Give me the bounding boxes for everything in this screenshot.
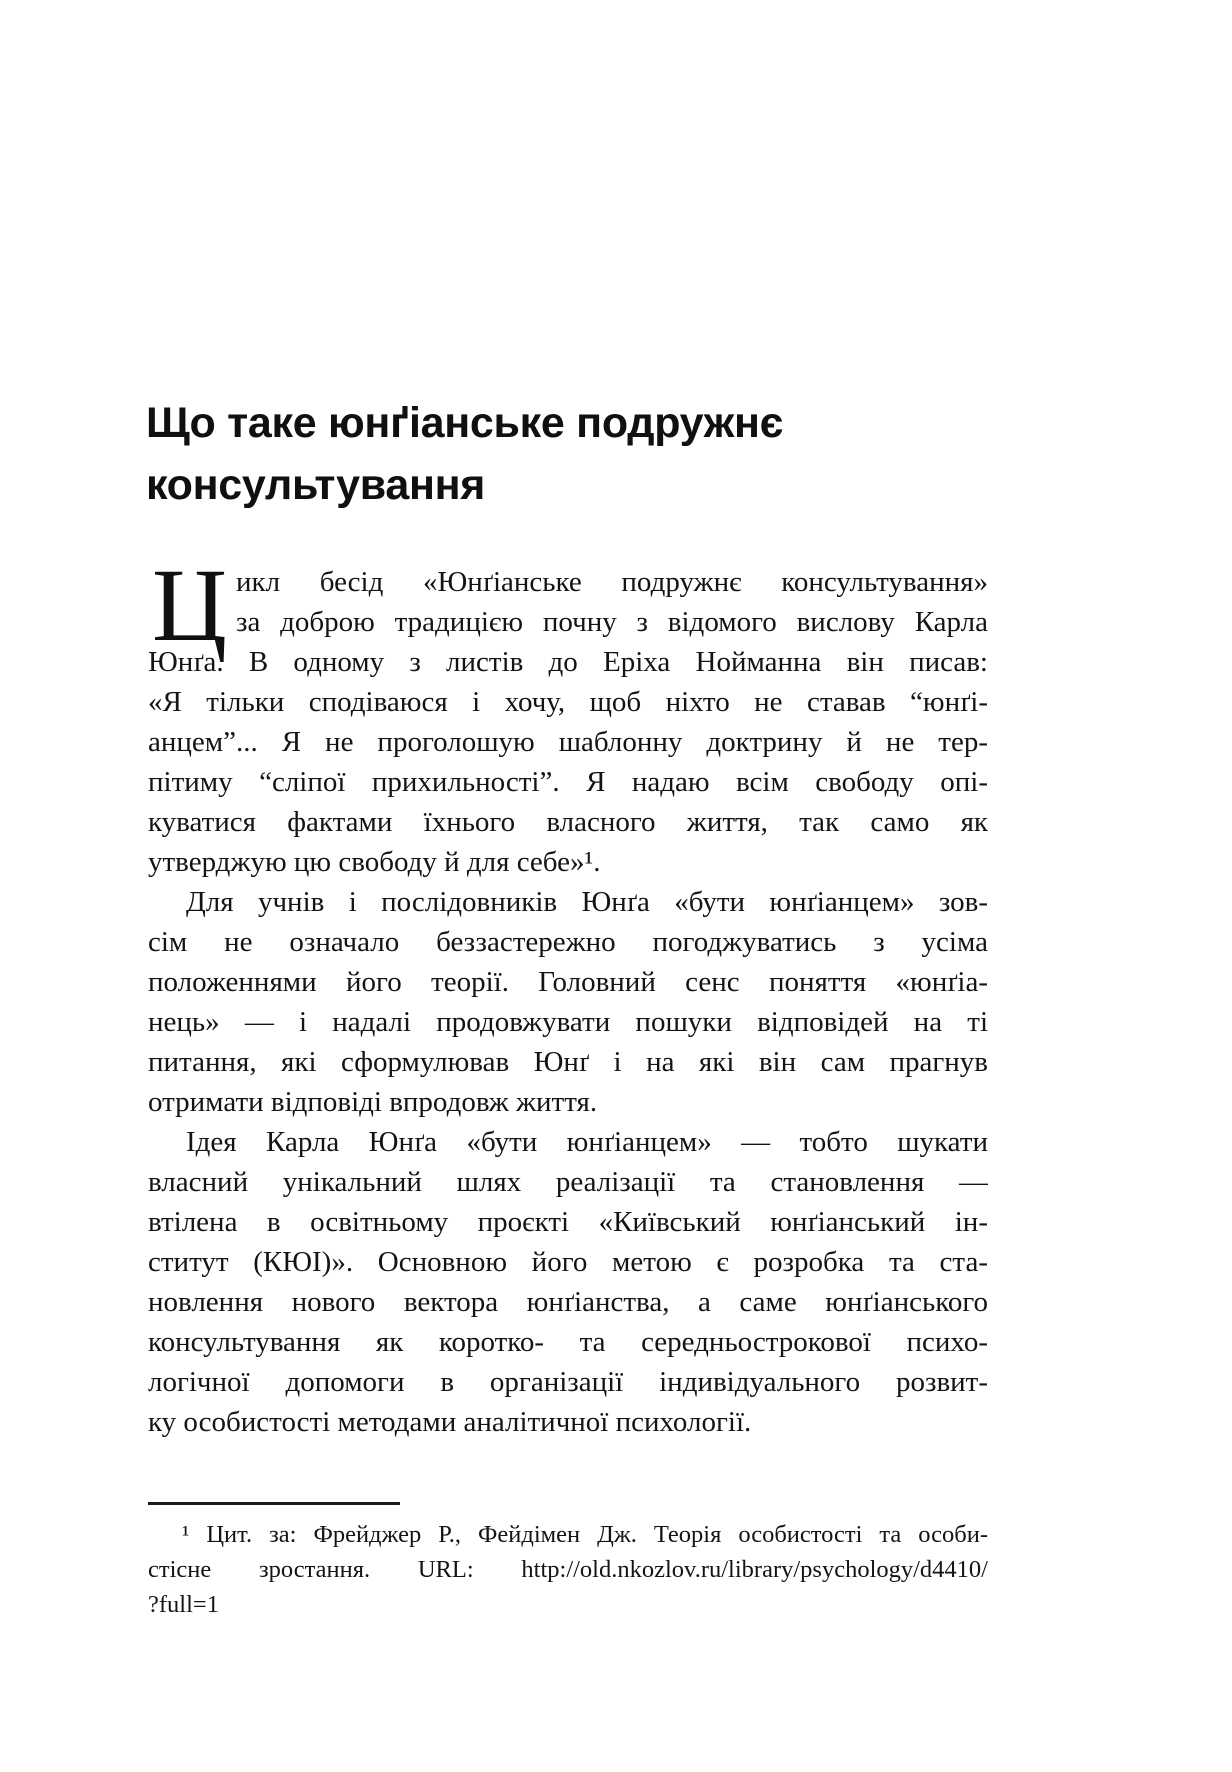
text-line: консультування як коротко- та середньострокової психо- [148,1326,988,1358]
text-line: власний унікальний шлях реалізації та становлення — [148,1166,988,1198]
chapter-title-line-1: Що таке юнґіанське подружнє [146,399,784,447]
text-line: сім не означало беззастережно погоджуватись з усіма [148,926,988,958]
paragraph-1 [148,548,988,882]
text-line: за доброю традицією почну з відомого вислову Карла [236,606,988,638]
footnote-rule [148,1502,400,1505]
text-line: Юнґа. В одному з листів до Еріха Нойманна він писав: [148,646,988,678]
text-line: анцем”... Я не проголошую шаблонну доктрину й не тер- [148,726,988,758]
text-line: Ідея Карла Юнґа «бути юнґіанцем» — тобто шукати [186,1126,988,1158]
footnote-line: ¹ Цит. за: Фрейджер Р., Фейдімен Дж. Теорія особистості та особи- [182,1521,988,1548]
paragraph-3 [148,1122,988,1442]
text-line: положеннями його теорії. Головний сенс поняття «юнґіа- [148,966,988,998]
paragraph-2 [148,882,988,1122]
text-line: нець» — і надалі продовжувати пошуки відповідей на ті [148,1006,988,1038]
text-line: логічної допомоги в організації індивідуального розвит- [148,1366,988,1398]
footnote [148,1502,988,1622]
footnote-line: ?full=1 [148,1591,219,1618]
text-line: ститут (КЮІ)». Основною його метою є розробка та ста- [148,1246,988,1278]
text-line: отримати відповіді впродовж життя. [148,1086,598,1118]
text-line: питання, які сформулював Юнґ і на які він сам прагнув [148,1046,988,1078]
text-line: «Я тільки сподіваюся і хочу, щоб ніхто не ставав “юнґі- [148,686,988,718]
chapter-title-line-2: консультування [146,461,486,509]
text-line: втілена в освітньому проєкті «Київський юнґіанський ін- [148,1206,988,1238]
text-line: пітиму “сліпої прихильності”. Я надаю всім свободу опі- [148,766,988,798]
text-line: икл бесід «Юнґіанське подружнє консультування» [236,566,988,598]
text-line: куватися фактами їхнього власного життя, так само як [148,806,988,838]
text-line: ку особистості методами аналітичної психології. [148,1406,752,1438]
text-line: Для учнів і послідовників Юнґа «бути юнґіанцем» зов- [186,886,988,918]
text-line: утверджую цю свободу й для себе»¹. [148,846,601,878]
text-line: новлення нового вектора юнґіанства, а саме юнґіанського [148,1286,988,1318]
drop-cap: Ц [152,548,228,663]
chapter-title [146,392,994,516]
footnote-line: стісне зростання. URL: http://old.nkozlov.ru/library/psychology/d4410/ [148,1556,988,1583]
body-text [148,548,988,1442]
